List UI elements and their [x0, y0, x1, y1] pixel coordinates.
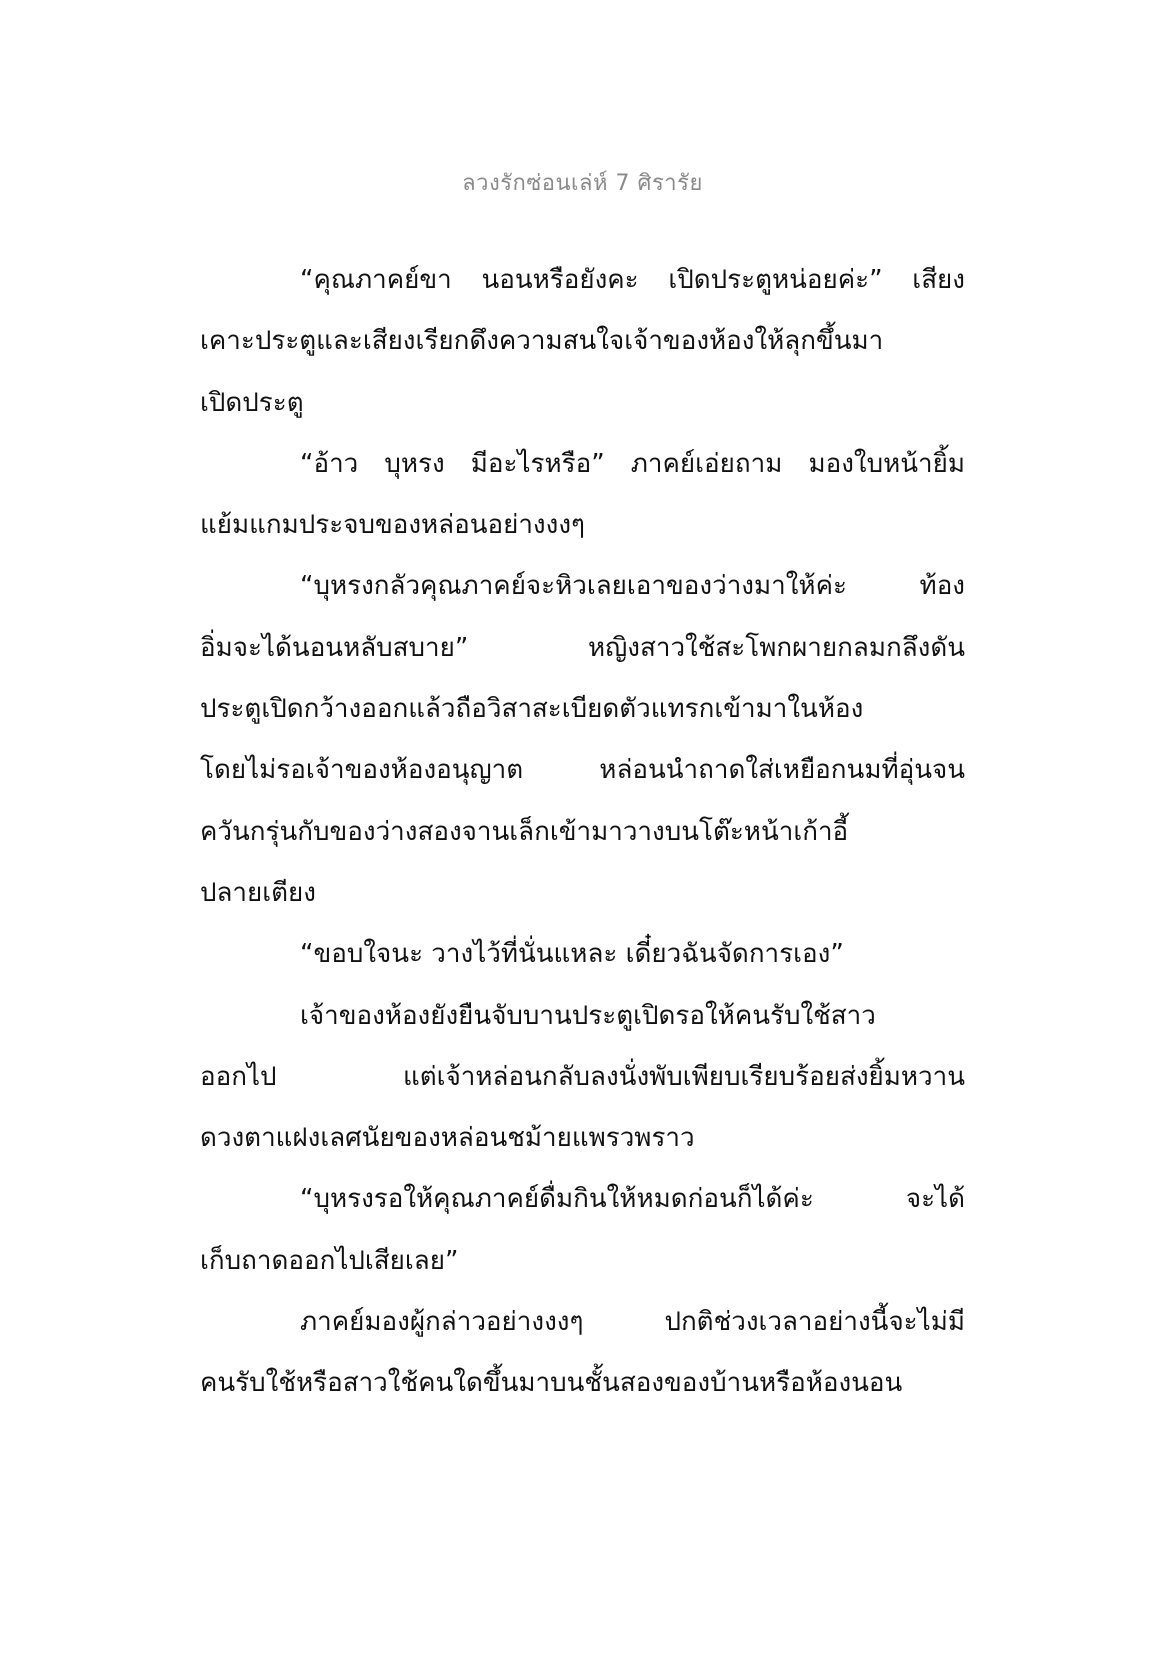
text-line: “บุหรงกลัวคุณภาคย์จะหิวเลยเอาของว่างมาให้ค่ะ ท้อง — [300, 571, 965, 602]
body-text — [200, 250, 965, 1415]
text-line: ดวงตาแฝงเลศนัยของหล่อนชม้ายแพรวพราว — [200, 1123, 695, 1154]
text-line: ควันกรุ่นกับของว่างสองจานเล็กเข้ามาวางบนโต๊ะหน้าเก้าอี้ — [200, 816, 849, 847]
text-line: “คุณภาคย์ขา นอนหรือยังคะ เปิดประตูหน่อยค่ะ” เสียง — [300, 265, 965, 295]
text-line: อิ่มจะได้นอนหลับสบาย” หญิงสาวใช้สะโพกผายกลมกลึงดัน — [200, 632, 965, 663]
text-line: เก็บถาดออกไปเสียเลย” — [200, 1245, 459, 1276]
text-line: “อ้าว บุหรง มีอะไรหรือ” ภาคย์เอ่ยถาม มองใบหน้ายิ้ม — [300, 448, 965, 479]
text-line: ปลายเตียง — [200, 877, 316, 908]
text-line: ออกไป แต่เจ้าหล่อนกลับลงนั่งพับเพียบเรียบร้อยส่งยิ้มหวาน — [200, 1061, 965, 1092]
text-line: แย้มแกมประจบของหล่อนอย่างงงๆ — [200, 510, 585, 541]
text-line: เปิดประตู — [200, 387, 304, 418]
text-line: โดยไม่รอเจ้าของห้องอนุญาต หล่อนนำถาดใส่เหยือกนมที่อุ่นจน — [200, 755, 965, 786]
running-header: ลวงรักซ่อนเล่ห์ 7 ศิรารัย — [462, 171, 703, 196]
text-line: ภาคย์มองผู้กล่าวอย่างงงๆ ปกติช่วงเวลาอย่างนี้จะไม่มี — [300, 1307, 965, 1338]
text-line: เจ้าของห้องยังยืนจับบานประตูเปิดรอให้คนรับใช้สาว — [300, 1000, 876, 1031]
text-line: ประตูเปิดกว้างออกแล้วถือวิสาสะเบียดตัวแทรกเข้ามาในห้อง — [200, 694, 864, 725]
text-line: เคาะประตูและเสียงเรียกดึงความสนใจเจ้าของห้องให้ลุกขึ้นมา — [200, 326, 884, 357]
text-line: “ขอบใจนะ วางไว้ที่นั่นแหละ เดี๋ยวฉันจัดการเอง” — [300, 939, 844, 970]
text-line: คนรับใช้หรือสาวใช้คนใดขึ้นมาบนชั้นสองของบ้านหรือห้องนอน — [200, 1368, 903, 1399]
text-line: “บุหรงรอให้คุณภาคย์ดื่มกินให้หมดก่อนก็ได้ค่ะ จะได้ — [300, 1184, 965, 1215]
